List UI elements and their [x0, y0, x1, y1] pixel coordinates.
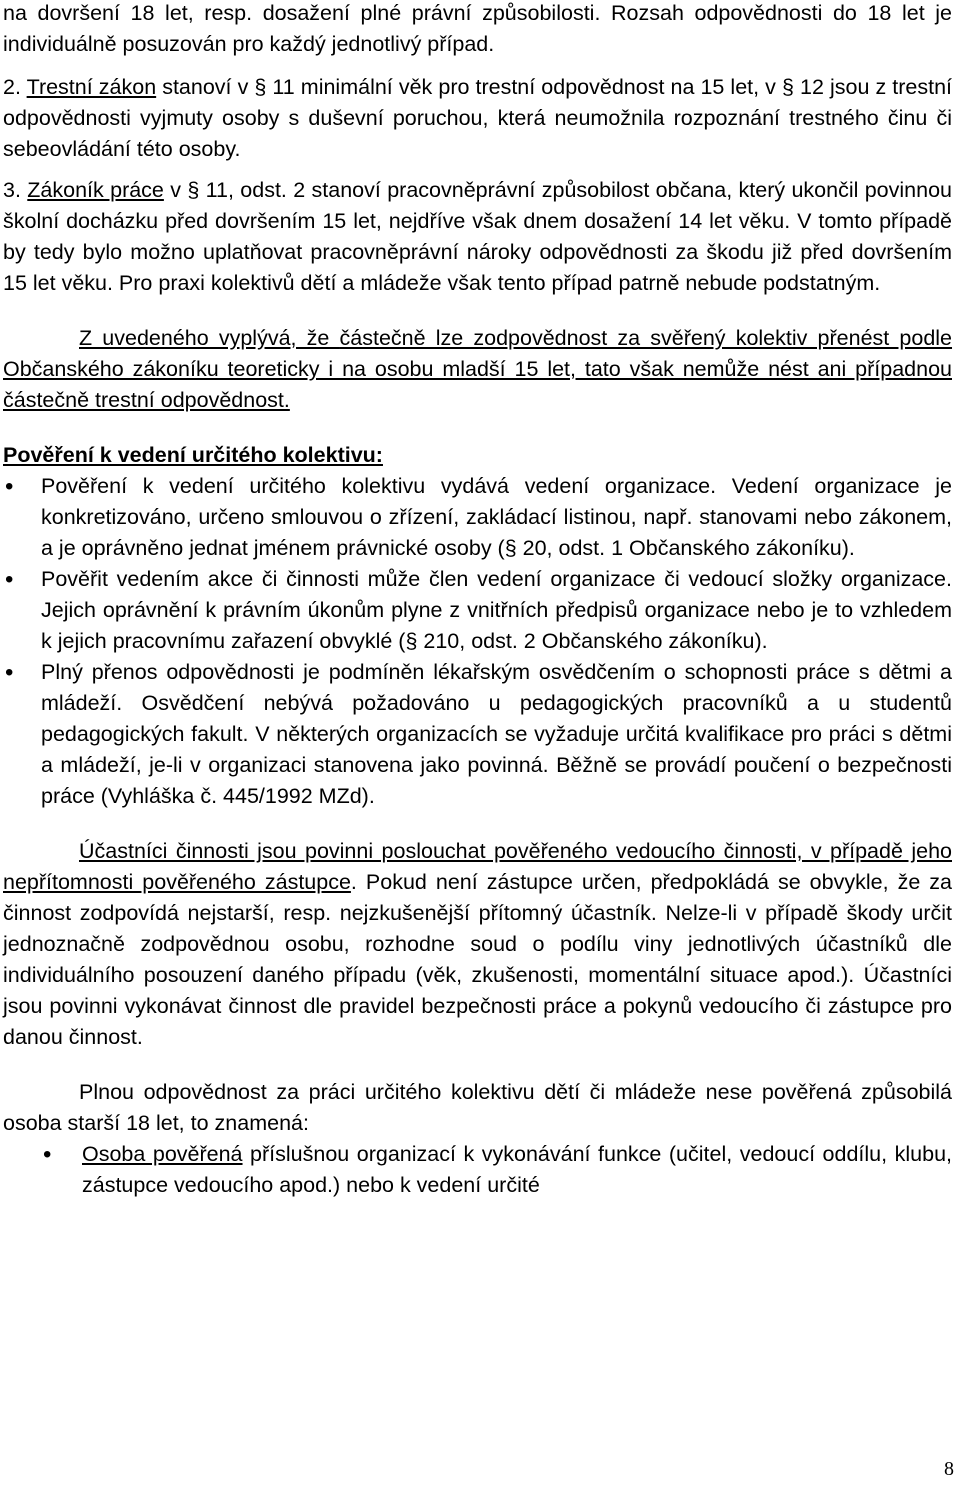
text-run: stanoví v § 11 minimální věk pro trestní odpovědnost na 15 let, v § 12 jsou z trestní odpovědnosti vyjmuty osoby s duševní poruchou, která neumožnila rozpoznání trestného činu či sebeovládání této osoby.: [3, 75, 953, 161]
text-run: Plnou odpovědnost za práci určitého kolektivu dětí či mládeže nese pověřená způsobilá osoba starší 18 let, to znamená:: [3, 1080, 952, 1135]
intro-paragraph: [3, 0, 952, 60]
underlined-text: Zákoník práce: [27, 178, 164, 202]
bullet-list-2: [3, 1139, 952, 1201]
paragraph-conclusion: [3, 323, 952, 416]
underlined-text: Účastníci činnosti jsou povinni poslouchat pověřeného vedoucího činnosti, v případě jeho nepřítomnosti pověřeného zástupce: [3, 839, 952, 894]
underlined-text: Trestní zákon: [26, 75, 157, 99]
text-run: 2.: [3, 75, 27, 99]
text-run: 3.: [3, 178, 28, 202]
bullet-list: [3, 471, 952, 812]
list-item: [3, 657, 952, 812]
section-heading: Pověření k vedení určitého kolektivu:: [3, 443, 383, 467]
paragraph-labour-code: [3, 175, 952, 299]
text-run: Pověřit vedením akce či činnosti může člen vedení organizace či vedoucí složky organizace. Jejich oprávnění k právním úkonům plyne z vnitřních předpisů organizace nebo je to vzhledem k jejich pracovnímu zařazení obvyklé (§ 210, odst. 2 Občanského zákoníku).: [41, 567, 952, 653]
text-run: Pověření k vedení určitého kolektivu vydává vedení organizace. Vedení organizace je konkretizováno, určeno smlouvou o zřízení, zakládací listinou, např. stanovami nebo zákonem, a je oprávněno jednat jménem právnické osoby (§ 20, odst. 1 Občanského zákoníku).: [41, 474, 952, 560]
paragraph-criminal-code: [3, 72, 952, 165]
text-run: v § 11, odst. 2 stanoví pracovněprávní způsobilost občana, který ukončil povinnou školní docházku před dovršením 15 let, nejdříve však dnem dosažení 14 let věku. V tomto případě by tedy bylo možno uplatňovat pracovněprávní nároky odpovědnosti za škodu již před dovršením 15 let věku. Pro praxi kolektivů dětí a mládeže však tento případ patrně nebude podstatným.: [3, 178, 952, 295]
text-run: příslušnou organizací k vykonávání funkce (učitel, vedoucí oddílu, klubu, zástupce vedoucího apod.) nebo k vedení určité: [82, 1142, 952, 1197]
underlined-text: částečně lze zodpovědnost za svěřený kolektiv přenést podle Občanského zákoníku teoreticky i na osobu mladší 15 let, tato však nemůže nést ani případnou částečně trestní odpovědnost.: [3, 326, 953, 412]
underlined-text: Z uvedeného vyplývá, že: [79, 326, 340, 350]
text-run: na dovršení 18 let, resp. dosažení plné právní způsobilosti. Rozsah odpovědnosti do 18 let je individuálně posuzován pro každý jednotlivý případ.: [3, 1, 952, 56]
list-item: [3, 1139, 952, 1201]
page-number: 8: [944, 1458, 954, 1480]
underlined-text: Osoba pověřená: [82, 1142, 243, 1166]
text-run: Plný přenos odpovědnosti je podmíněn lékařským osvědčením o schopnosti práce s dětmi a mládeží. Osvědčení nebývá požadováno u pedagogických pracovníků a u studentů pedagogických fakult. V některých organizacích se vyžaduje určitá kvalifikace pro práci s dětmi a mládeží, je-li v organizaci stanovena jako povinná. Běžně se provádí poučení o bezpečnosti práce (Vyhláška č. 445/1992 MZd).: [41, 660, 952, 808]
list-item: [3, 564, 952, 657]
paragraph-participants: [3, 836, 952, 1053]
document-page: [3, 0, 952, 1201]
paragraph-full-responsibility: [3, 1077, 952, 1139]
list-item: [3, 471, 952, 564]
text-run: . Pokud není zástupce určen, předpokládá se obvykle, že za činnost zodpovídá nejstarší, resp. nejzkušenější přítomný účastník. Nelze-li v případě škody určit jednoznačně zodpovědnou osobu, rozhodne soud o podílu viny jednotlivých účastníků dle individuálního posouzení daného případu (věk, zkušenosti, momentální situace apod.). Účastníci jsou povinni vykonávat činnost dle pravidel bezpečnosti práce a pokynů vedoucího či zástupce pro danou činnost.: [3, 870, 953, 1049]
